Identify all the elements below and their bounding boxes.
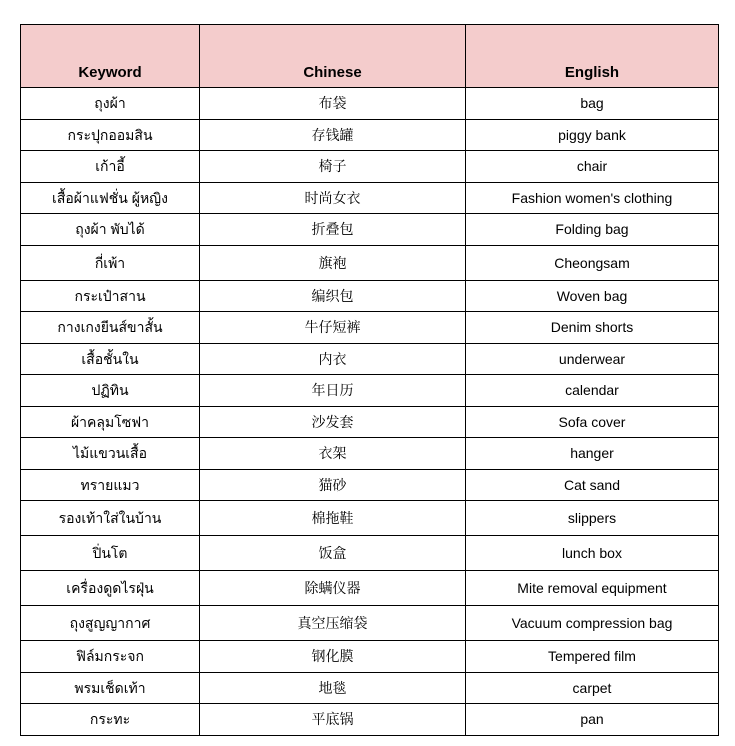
- cell-english: bag: [466, 88, 719, 120]
- table-row: [21, 245, 719, 280]
- table-row: [21, 88, 719, 120]
- cell-chinese: 年日历: [200, 375, 466, 407]
- header-english: English: [466, 25, 719, 88]
- cell-keyword: ถุงผ้า: [21, 88, 200, 120]
- cell-english: Vacuum compression bag: [466, 606, 719, 641]
- cell-english: Cheongsam: [466, 245, 719, 280]
- cell-english: pan: [466, 704, 719, 736]
- cell-chinese: 猫砂: [200, 469, 466, 501]
- cell-chinese: 椅子: [200, 151, 466, 183]
- cell-chinese: 牛仔短裤: [200, 312, 466, 344]
- table-row: [21, 438, 719, 470]
- cell-chinese: 布袋: [200, 88, 466, 120]
- cell-keyword: กางเกงยีนส์ขาสั้น: [21, 312, 200, 344]
- table-row: [21, 280, 719, 312]
- cell-keyword: กี่เพ้า: [21, 245, 200, 280]
- table-row: [21, 343, 719, 375]
- table-row: [21, 501, 719, 536]
- cell-chinese: 棉拖鞋: [200, 501, 466, 536]
- cell-english: lunch box: [466, 536, 719, 571]
- cell-keyword: ทรายแมว: [21, 469, 200, 501]
- cell-chinese: 衣架: [200, 438, 466, 470]
- cell-keyword: ถุงผ้า พับได้: [21, 214, 200, 246]
- cell-chinese: 折叠包: [200, 214, 466, 246]
- cell-english: slippers: [466, 501, 719, 536]
- table-row: [21, 641, 719, 673]
- table-row: [21, 182, 719, 214]
- header-keyword: Keyword: [21, 25, 200, 88]
- cell-english: Folding bag: [466, 214, 719, 246]
- cell-english: hanger: [466, 438, 719, 470]
- cell-chinese: 饭盒: [200, 536, 466, 571]
- table-row: [21, 312, 719, 344]
- table-row: [21, 606, 719, 641]
- cell-chinese: 编织包: [200, 280, 466, 312]
- cell-keyword: เสื้อผ้าแฟชั่น ผู้หญิง: [21, 182, 200, 214]
- table-body: [21, 88, 719, 736]
- table-row: [21, 375, 719, 407]
- cell-chinese: 内衣: [200, 343, 466, 375]
- cell-english: underwear: [466, 343, 719, 375]
- cell-english: Denim shorts: [466, 312, 719, 344]
- cell-keyword: เก้าอี้: [21, 151, 200, 183]
- cell-keyword: ปฏิทิน: [21, 375, 200, 407]
- cell-english: carpet: [466, 672, 719, 704]
- cell-keyword: เครื่องดูดไรฝุ่น: [21, 571, 200, 606]
- header-chinese: Chinese: [200, 25, 466, 88]
- cell-chinese: 地毯: [200, 672, 466, 704]
- cell-english: Fashion women's clothing: [466, 182, 719, 214]
- cell-english: Mite removal equipment: [466, 571, 719, 606]
- cell-chinese: 沙发套: [200, 406, 466, 438]
- table-row: [21, 406, 719, 438]
- cell-chinese: 钢化膜: [200, 641, 466, 673]
- table-row: [21, 119, 719, 151]
- cell-english: piggy bank: [466, 119, 719, 151]
- cell-english: Sofa cover: [466, 406, 719, 438]
- cell-chinese: 平底锅: [200, 704, 466, 736]
- table-row: [21, 672, 719, 704]
- cell-keyword: ถุงสูญญากาศ: [21, 606, 200, 641]
- table-row: [21, 151, 719, 183]
- cell-english: calendar: [466, 375, 719, 407]
- cell-chinese: 时尚女衣: [200, 182, 466, 214]
- cell-keyword: รองเท้าใส่ในบ้าน: [21, 501, 200, 536]
- cell-english: chair: [466, 151, 719, 183]
- cell-english: Tempered film: [466, 641, 719, 673]
- cell-keyword: กระทะ: [21, 704, 200, 736]
- cell-chinese: 旗袍: [200, 245, 466, 280]
- cell-keyword: กระเป๋าสาน: [21, 280, 200, 312]
- cell-keyword: ไม้แขวนเสื้อ: [21, 438, 200, 470]
- cell-chinese: 除螨仪器: [200, 571, 466, 606]
- cell-chinese: 真空压缩袋: [200, 606, 466, 641]
- table-row: [21, 704, 719, 736]
- cell-keyword: พรมเช็ดเท้า: [21, 672, 200, 704]
- table-row: [21, 214, 719, 246]
- cell-keyword: เสื้อชั้นใน: [21, 343, 200, 375]
- cell-english: Woven bag: [466, 280, 719, 312]
- cell-keyword: ฟิล์มกระจก: [21, 641, 200, 673]
- keyword-table: [20, 24, 719, 736]
- table-row: [21, 571, 719, 606]
- cell-keyword: ปิ่นโต: [21, 536, 200, 571]
- table-row: [21, 536, 719, 571]
- cell-keyword: ผ้าคลุมโซฟา: [21, 406, 200, 438]
- table-row: [21, 469, 719, 501]
- cell-english: Cat sand: [466, 469, 719, 501]
- cell-keyword: กระปุกออมสิน: [21, 119, 200, 151]
- cell-chinese: 存钱罐: [200, 119, 466, 151]
- header-row: [21, 25, 719, 88]
